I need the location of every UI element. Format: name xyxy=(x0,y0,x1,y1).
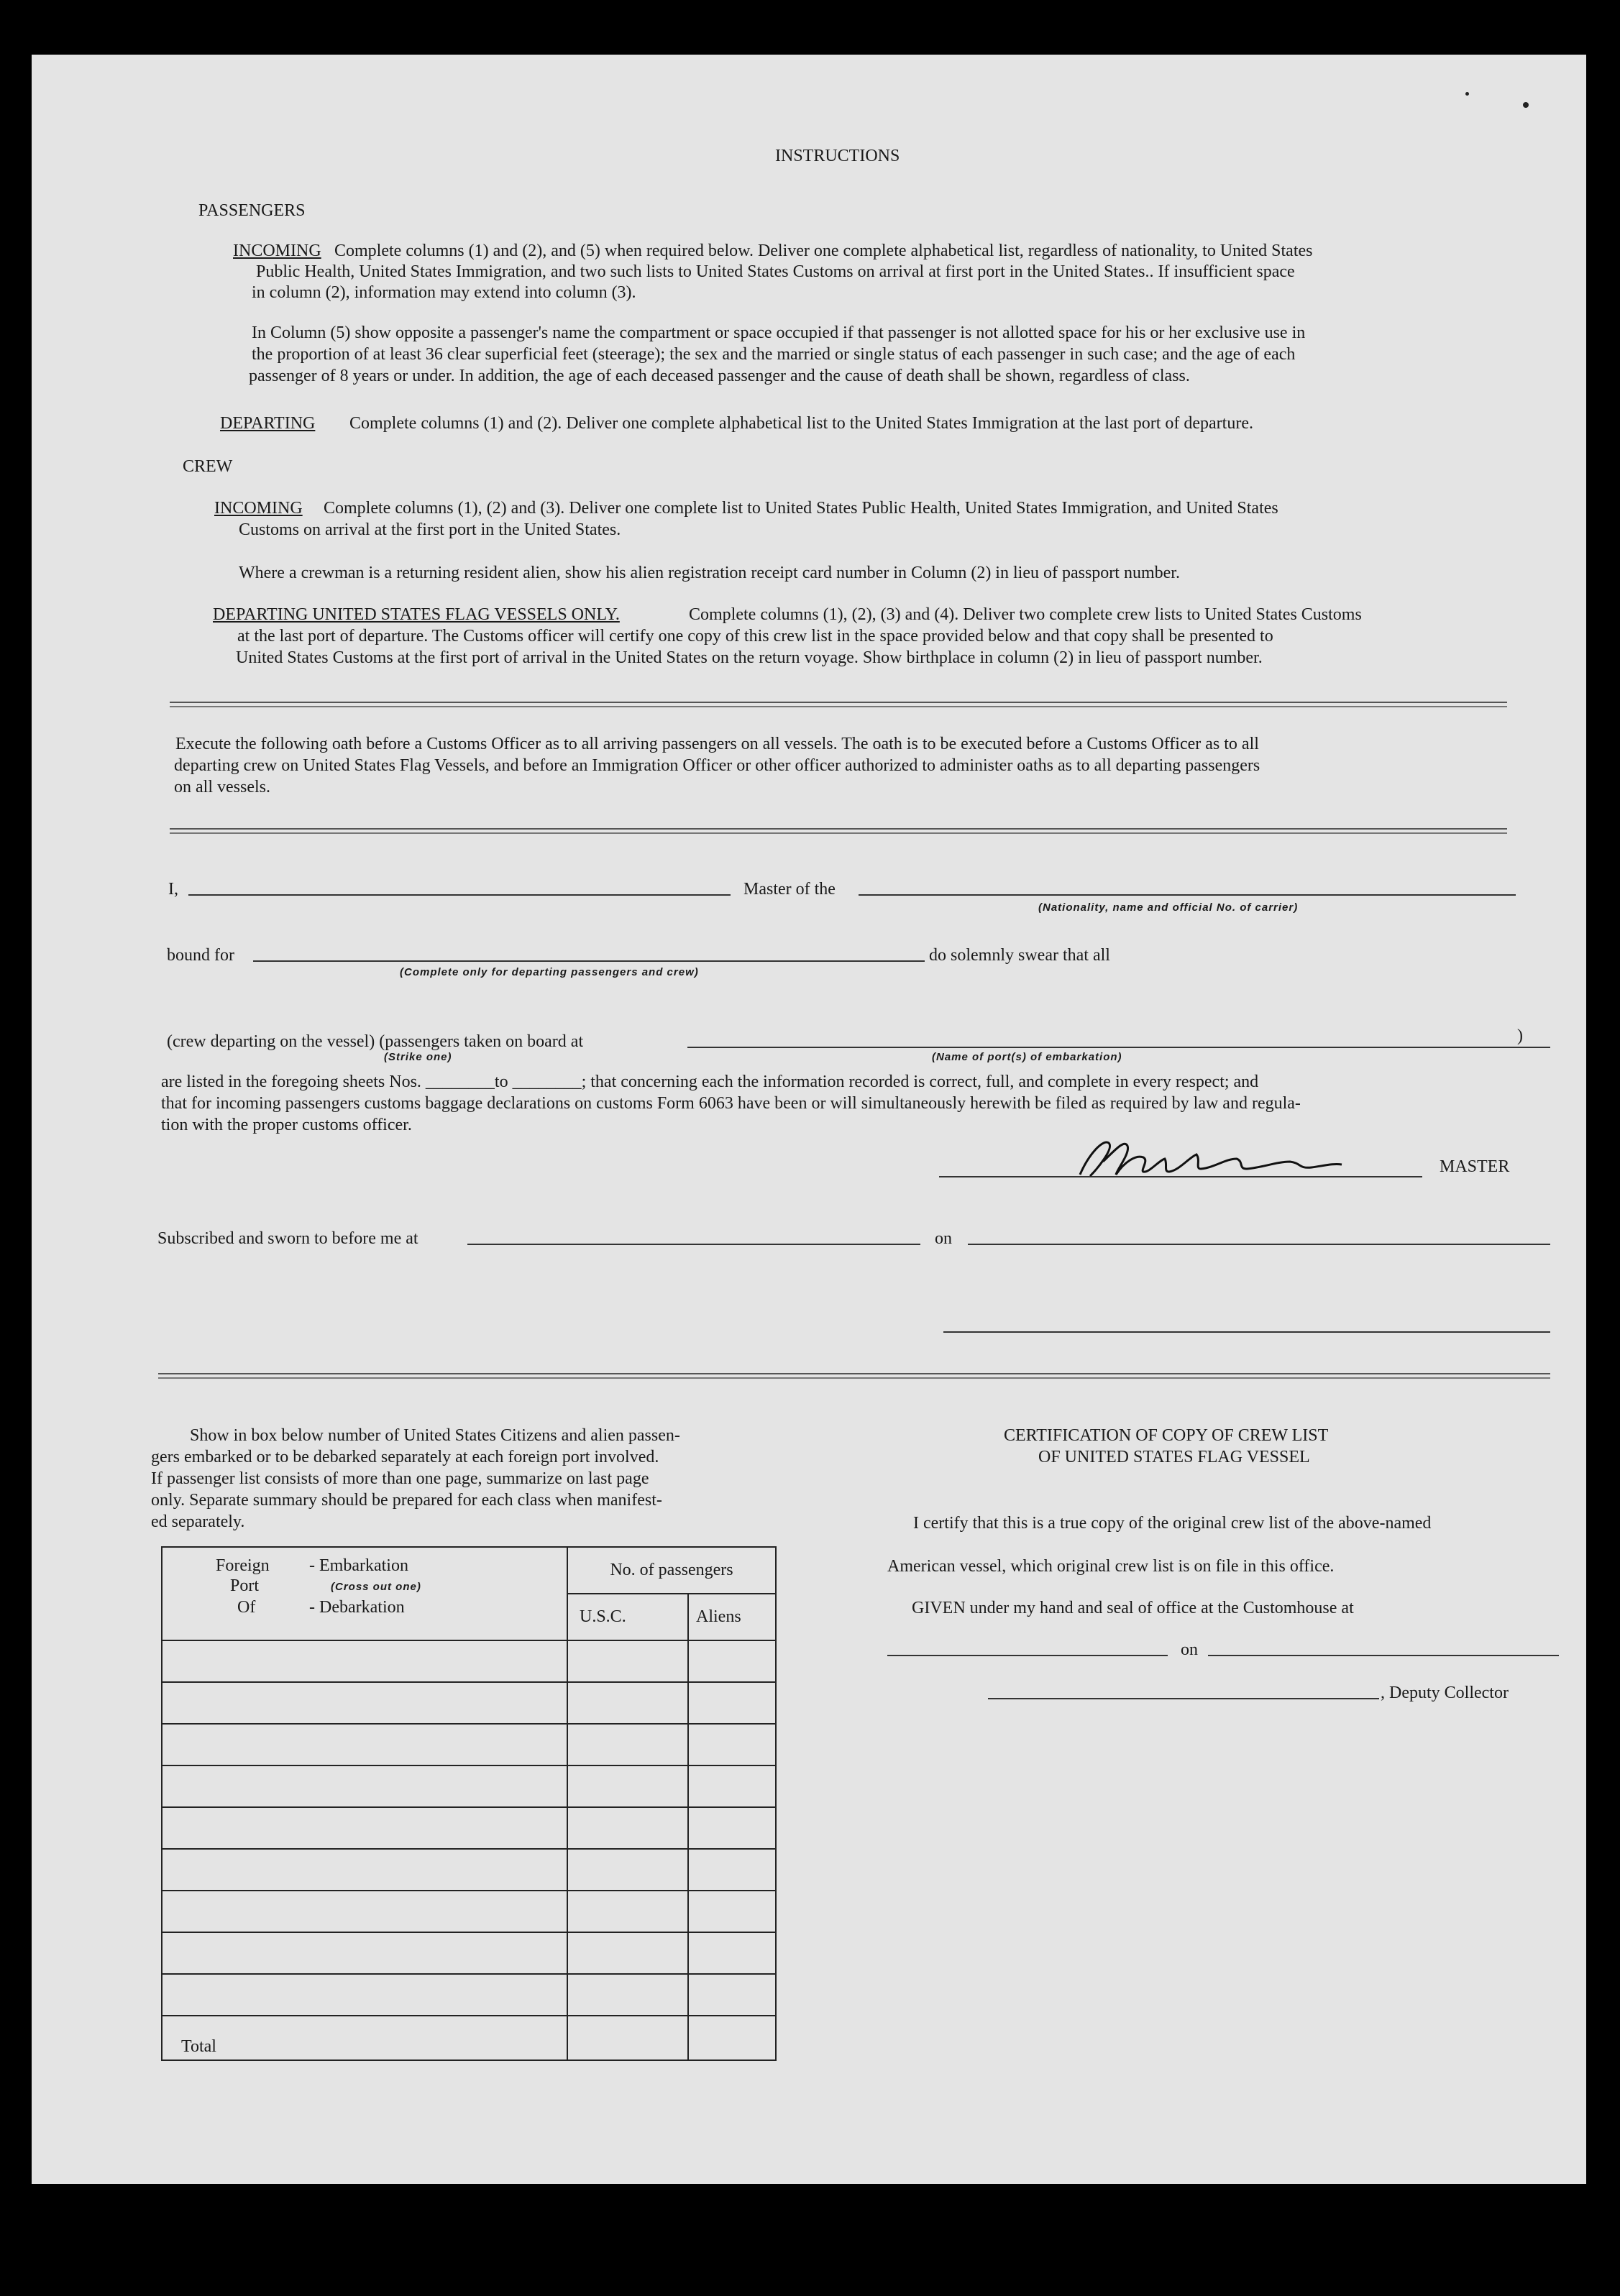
table-row xyxy=(162,1932,776,1974)
crew-departing-text-3: United States Customs at the first port of arrival in the United States on the return voyage. Show birthplace in column (2) in lieu of passport number. xyxy=(236,648,1263,667)
aliens-cell[interactable] xyxy=(688,1807,776,1849)
certification-text-2: American vessel, which original crew list is on file in this office. xyxy=(887,1557,1335,1576)
usc-cell[interactable] xyxy=(567,1640,688,1682)
aliens-cell[interactable] xyxy=(688,1765,776,1807)
summary-note-2: gers embarked or to be debarked separately at each foreign port involved. xyxy=(151,1448,659,1466)
oath-intro-2: departing crew on United States Flag Vessels, and before an Immigration Officer or other officer authorized to administer oaths as to all departing passengers xyxy=(174,756,1260,775)
subscribed-date-field[interactable] xyxy=(968,1244,1550,1245)
listed-text-2: that for incoming passengers customs baggage declarations on customs Form 6063 have been or will simultaneously herewith be filed as required by law and regula- xyxy=(161,1094,1301,1113)
table-row xyxy=(162,1807,776,1849)
oath-intro-1: Execute the following oath before a Customs Officer as to all arriving passengers on all vessels. The oath is to be executed before a Customs Officer as to all xyxy=(175,735,1259,753)
crew-departing-label: DEPARTING UNITED STATES FLAG VESSELS ONLY. xyxy=(213,605,620,624)
port-cell[interactable] xyxy=(162,1849,567,1891)
total-aliens-cell[interactable] xyxy=(688,2016,776,2060)
deputy-collector-label: , Deputy Collector xyxy=(1381,1684,1509,1702)
passengers-departing-label: DEPARTING xyxy=(220,414,316,433)
certification-text-3: GIVEN under my hand and seal of office at the Customhouse at xyxy=(912,1599,1354,1617)
port-cell[interactable] xyxy=(162,1891,567,1932)
crew-incoming-text: Complete columns (1), (2) and (3). Deliver one complete list to United States Public Health, United States Immigration, and United States xyxy=(324,499,1278,518)
usc-cell[interactable] xyxy=(567,1932,688,1974)
ports-caption: (Name of port(s) of embarkation) xyxy=(932,1051,1122,1063)
oath-i-label: I, xyxy=(168,880,178,899)
certification-on-label: on xyxy=(1181,1640,1198,1659)
subscribed-on-label: on xyxy=(935,1229,952,1248)
summary-note-4: only. Separate summary should be prepared for each class when manifest- xyxy=(151,1491,662,1510)
usc-header: U.S.C. xyxy=(567,1594,688,1640)
port-cell[interactable] xyxy=(162,1724,567,1765)
aliens-cell[interactable] xyxy=(688,1849,776,1891)
crew-departing-text-2: at the last port of departure. The Customs officer will certify one copy of this crew list in the space provided below and that copy shall be presented to xyxy=(237,627,1273,646)
column5-text-2: the proportion of at least 36 clear superficial feet (steerage); the sex and the married or single status of each passenger in such case; and the age of each xyxy=(252,345,1296,364)
subscribed-place-field[interactable] xyxy=(467,1244,920,1245)
header-cross-out: (Cross out one) xyxy=(331,1581,421,1593)
column5-text-3: passenger of 8 years or under. In addition, the age of each deceased passenger and the cause of death shall be shown, regardless of class. xyxy=(249,367,1190,385)
aliens-cell[interactable] xyxy=(688,1974,776,2016)
bound-for-field[interactable] xyxy=(253,960,925,962)
officer-signature-field[interactable] xyxy=(943,1331,1550,1333)
header-of: Of xyxy=(237,1598,256,1617)
aliens-cell[interactable] xyxy=(688,1682,776,1724)
summary-note-5: ed separately. xyxy=(151,1512,245,1531)
passengers-incoming-text-2: Public Health, United States Immigration, and two such lists to United States Customs on arrival at first port in the United States.. If insufficient space xyxy=(256,262,1295,281)
passengers-incoming-text-3: in column (2), information may extend into column (3). xyxy=(252,283,636,302)
no-passengers-header: No. of passengers xyxy=(567,1547,776,1594)
total-label: Total xyxy=(162,2016,567,2060)
table-row xyxy=(162,1724,776,1765)
column5-text-1: In Column (5) show opposite a passenger's name the compartment or space occupied if that passenger is not allotted space for his or her exclusive use in xyxy=(252,323,1306,342)
close-paren: ) xyxy=(1517,1027,1523,1045)
certification-text-1: I certify that this is a true copy of the original crew list of the above-named xyxy=(913,1514,1432,1533)
total-usc-cell[interactable] xyxy=(567,2016,688,2060)
swear-text: do solemnly swear that all xyxy=(929,946,1110,965)
listed-text-1: are listed in the foregoing sheets Nos. ________to ________; that concerning each the information recorded is correct, full, and complete in every respect; and xyxy=(161,1073,1259,1091)
aliens-cell[interactable] xyxy=(688,1640,776,1682)
usc-cell[interactable] xyxy=(567,1891,688,1932)
summary-note-1: Show in box below number of United States Citizens and alien passen- xyxy=(190,1426,680,1445)
nationality-caption: (Nationality, name and official No. of carrier) xyxy=(1038,901,1299,914)
port-cell[interactable] xyxy=(162,1640,567,1682)
certification-date-field[interactable] xyxy=(1208,1655,1559,1656)
section-divider xyxy=(170,828,1507,834)
port-cell[interactable] xyxy=(162,1682,567,1724)
port-cell[interactable] xyxy=(162,1932,567,1974)
usc-cell[interactable] xyxy=(567,1974,688,2016)
complete-only-caption: (Complete only for departing passengers and crew) xyxy=(400,966,699,978)
header-foreign: Foreign xyxy=(216,1556,270,1575)
strike-caption: (Strike one) xyxy=(384,1051,452,1063)
aliens-header: Aliens xyxy=(688,1594,776,1640)
passengers-incoming-text: Complete columns (1) and (2), and (5) when required below. Deliver one complete alphabetical list, regardless of nationality, to United States xyxy=(334,242,1313,260)
oath-intro-3: on all vessels. xyxy=(174,778,270,796)
aliens-cell[interactable] xyxy=(688,1891,776,1932)
certification-title-2: OF UNITED STATES FLAG VESSEL xyxy=(1038,1448,1310,1466)
usc-cell[interactable] xyxy=(567,1849,688,1891)
table-row xyxy=(162,1640,776,1682)
passenger-summary-table xyxy=(161,1546,777,2061)
port-cell[interactable] xyxy=(162,1974,567,2016)
total-row xyxy=(162,2016,776,2060)
passengers-departing-text: Complete columns (1) and (2). Deliver one complete alphabetical list to the United States Immigration at the last port of departure. xyxy=(349,414,1253,433)
subscribed-label: Subscribed and sworn to before me at xyxy=(157,1229,418,1248)
section-divider xyxy=(158,1373,1550,1379)
table-row xyxy=(162,1765,776,1807)
table-row xyxy=(162,1849,776,1891)
passengers-label: PASSENGERS xyxy=(198,201,306,220)
master-signature xyxy=(1074,1133,1391,1183)
carrier-field[interactable] xyxy=(859,894,1516,896)
crew-incoming-text-2: Customs on arrival at the first port in the United States. xyxy=(239,520,621,539)
crew-label: CREW xyxy=(183,457,233,476)
crew-incoming-label: INCOMING xyxy=(214,499,303,518)
summary-note-3: If passenger list consists of more than one page, summarize on last page xyxy=(151,1469,649,1488)
scan-speck xyxy=(1523,102,1529,108)
aliens-cell[interactable] xyxy=(688,1724,776,1765)
port-cell[interactable] xyxy=(162,1807,567,1849)
header-embarkation: - Embarkation xyxy=(309,1556,408,1575)
master-name-field[interactable] xyxy=(188,894,731,896)
table-row xyxy=(162,1682,776,1724)
usc-cell[interactable] xyxy=(567,1807,688,1849)
port-cell[interactable] xyxy=(162,1765,567,1807)
resident-alien-text: Where a crewman is a returning resident alien, show his alien registration receipt card number in Column (2) in lieu of passport number. xyxy=(239,564,1180,582)
deputy-collector-signature-field[interactable] xyxy=(988,1698,1379,1699)
aliens-cell[interactable] xyxy=(688,1932,776,1974)
page-heading: INSTRUCTIONS xyxy=(775,147,900,165)
scan-speck xyxy=(1465,92,1469,96)
crew-departing-text: Complete columns (1), (2), (3) and (4). Deliver two complete crew lists to United States Customs xyxy=(689,605,1362,624)
master-label: MASTER xyxy=(1440,1157,1510,1176)
header-debarkation: - Debarkation xyxy=(309,1598,405,1617)
crew-departing-clause: (crew departing on the vessel) (passengers taken on board at xyxy=(167,1032,584,1051)
listed-text-3: tion with the proper customs officer. xyxy=(161,1116,412,1134)
customhouse-place-field[interactable] xyxy=(887,1655,1168,1656)
table-header-row xyxy=(162,1547,776,1594)
table-row xyxy=(162,1974,776,2016)
usc-cell[interactable] xyxy=(567,1724,688,1765)
form-sheet xyxy=(32,55,1586,2184)
passengers-incoming-label: INCOMING xyxy=(233,242,321,260)
header-port: Port xyxy=(230,1576,260,1595)
table-row xyxy=(162,1891,776,1932)
section-divider xyxy=(170,702,1507,707)
usc-cell[interactable] xyxy=(567,1765,688,1807)
embarkation-ports-field[interactable] xyxy=(687,1047,1550,1048)
certification-title-1: CERTIFICATION OF COPY OF CREW LIST xyxy=(1004,1426,1329,1445)
port-header-cell xyxy=(162,1547,567,1640)
master-of-label: Master of the xyxy=(743,880,836,899)
usc-cell[interactable] xyxy=(567,1682,688,1724)
bound-for-label: bound for xyxy=(167,946,234,965)
